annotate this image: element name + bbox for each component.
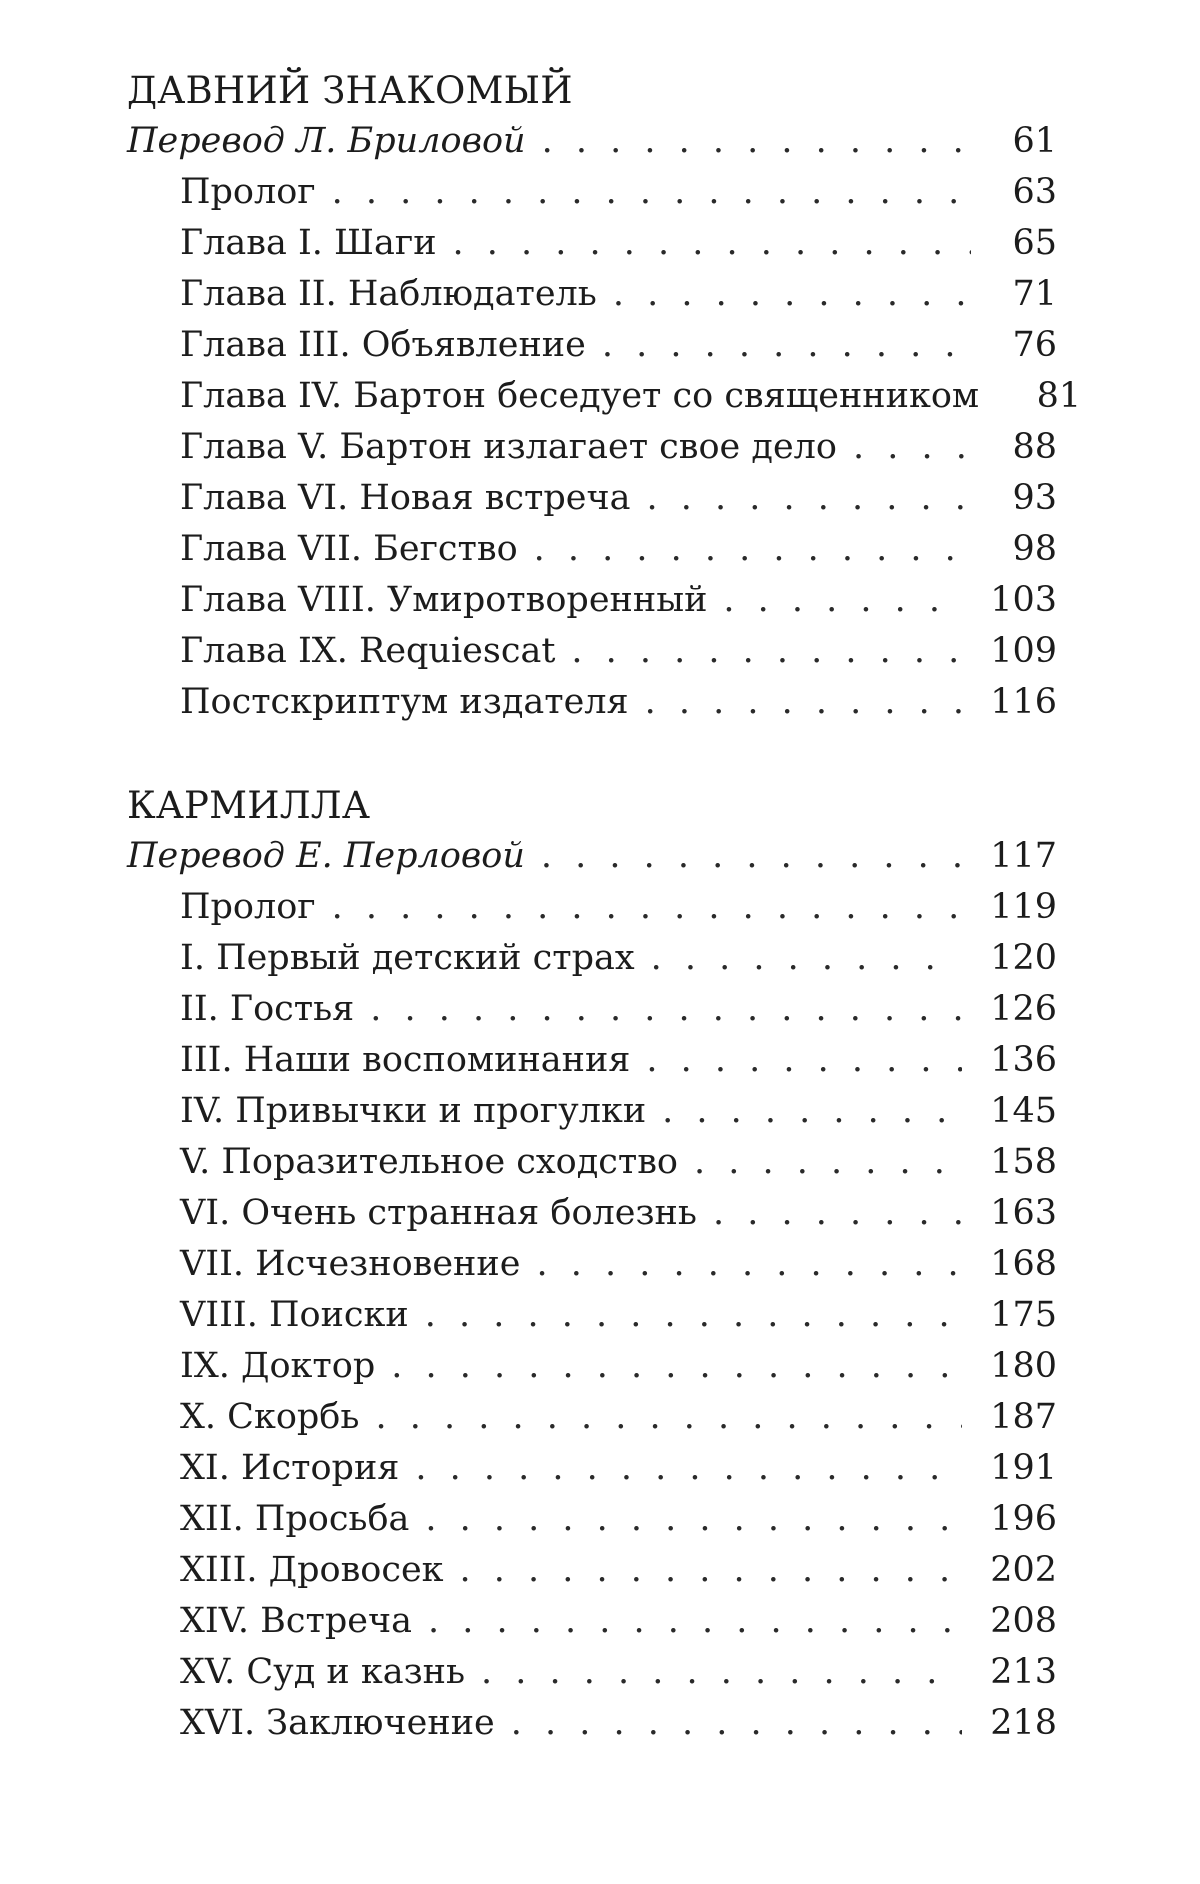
toc-entry bbox=[127, 1035, 1057, 1086]
entry-label: Постскриптум издателя bbox=[180, 682, 629, 722]
page-number: 71 bbox=[1012, 274, 1057, 314]
page-number: 168 bbox=[990, 1244, 1057, 1284]
toc-entry bbox=[127, 1137, 1057, 1188]
page-number: 63 bbox=[1012, 172, 1057, 212]
entry-label: IX. Доктор bbox=[180, 1346, 376, 1386]
entry-label: XVI. Заключение bbox=[180, 1703, 495, 1743]
dot-leader bbox=[853, 422, 971, 473]
entry-label: XII. Просьба bbox=[180, 1499, 410, 1539]
toc-entry bbox=[127, 1698, 1057, 1749]
entry-label: XIII. Дровосек bbox=[180, 1550, 444, 1590]
page-number: 191 bbox=[990, 1448, 1057, 1488]
toc-entry bbox=[127, 575, 1057, 626]
entry-label: XIV. Встреча bbox=[180, 1601, 412, 1641]
toc-entry bbox=[127, 677, 1057, 728]
page-number: 187 bbox=[990, 1397, 1057, 1437]
section-title: КАРМИЛЛА bbox=[127, 784, 371, 827]
translator-line bbox=[127, 831, 1057, 882]
dot-leader bbox=[391, 1341, 962, 1392]
entry-label: V. Поразительное сходство bbox=[180, 1142, 678, 1182]
dot-leader bbox=[694, 1137, 962, 1188]
entry-label: IV. Привычки и прогулки bbox=[180, 1091, 647, 1131]
entry-label: Глава VI. Новая встреча bbox=[180, 478, 631, 518]
translator-label: Перевод Л. Бриловой bbox=[127, 121, 526, 161]
entry-label: XI. История bbox=[180, 1448, 400, 1488]
toc-entry bbox=[127, 1443, 1057, 1494]
entry-label: Пролог bbox=[180, 172, 316, 212]
dot-leader bbox=[541, 831, 962, 882]
table-of-contents bbox=[127, 66, 1082, 1749]
toc-entry bbox=[127, 320, 1057, 371]
toc-entry bbox=[127, 1392, 1057, 1443]
dot-leader bbox=[536, 1239, 962, 1290]
toc-entry bbox=[127, 933, 1057, 984]
dot-leader bbox=[613, 269, 971, 320]
page-number: 126 bbox=[990, 989, 1057, 1029]
translator-label: Перевод Е. Перловой bbox=[127, 836, 525, 876]
dot-leader bbox=[511, 1698, 962, 1749]
entry-label: Глава III. Объявление bbox=[180, 325, 586, 365]
dot-leader bbox=[481, 1647, 962, 1698]
dot-leader bbox=[428, 1596, 962, 1647]
dot-leader bbox=[542, 116, 971, 167]
toc-entry bbox=[127, 524, 1057, 575]
toc-entry bbox=[127, 1494, 1057, 1545]
dot-leader bbox=[460, 1545, 963, 1596]
dot-leader bbox=[375, 1392, 962, 1443]
page-number: 116 bbox=[990, 682, 1057, 722]
dot-leader bbox=[645, 677, 963, 728]
entry-label: Пролог bbox=[180, 887, 316, 927]
toc-entry bbox=[127, 984, 1057, 1035]
page-number: 61 bbox=[1012, 121, 1057, 161]
entry-label: I. Первый детский страх bbox=[180, 938, 635, 978]
toc-entry bbox=[127, 218, 1057, 269]
page-number: 213 bbox=[990, 1652, 1057, 1692]
toc-entry bbox=[127, 1341, 1057, 1392]
toc-entry bbox=[127, 1086, 1057, 1137]
entry-label: Глава I. Шаги bbox=[180, 223, 437, 263]
page-number: 202 bbox=[990, 1550, 1057, 1590]
toc-entry bbox=[127, 1545, 1057, 1596]
toc-entry bbox=[127, 167, 1057, 218]
entry-label: Глава VII. Бегство bbox=[180, 529, 518, 569]
entry-label: Глава IV. Бартон беседует со священником bbox=[180, 376, 980, 416]
page-number: 180 bbox=[990, 1346, 1057, 1386]
dot-leader bbox=[332, 882, 963, 933]
page-number: 163 bbox=[990, 1193, 1057, 1233]
toc-entry bbox=[127, 1596, 1057, 1647]
toc-section bbox=[127, 781, 1057, 1749]
page-number: 117 bbox=[990, 836, 1057, 876]
dot-leader bbox=[662, 1086, 962, 1137]
dot-leader bbox=[713, 1188, 962, 1239]
toc-section bbox=[127, 66, 1082, 728]
page-number: 76 bbox=[1012, 325, 1057, 365]
page-number: 145 bbox=[990, 1091, 1057, 1131]
dot-leader bbox=[534, 524, 971, 575]
section-title: ДАВНИЙ ЗНАКОМЫЙ bbox=[127, 69, 573, 112]
entry-label: II. Гостья bbox=[180, 989, 355, 1029]
dot-leader bbox=[425, 1494, 962, 1545]
toc-entry bbox=[127, 473, 1057, 524]
page-number: 175 bbox=[990, 1295, 1057, 1335]
dot-leader bbox=[602, 320, 971, 371]
entry-label: Глава V. Бартон излагает свое дело bbox=[180, 427, 837, 467]
toc-entry bbox=[127, 1647, 1057, 1698]
page-number: 103 bbox=[990, 580, 1057, 620]
toc-entry bbox=[127, 1188, 1057, 1239]
translator-line bbox=[127, 116, 1057, 167]
dot-leader bbox=[723, 575, 962, 626]
dot-leader bbox=[646, 1035, 962, 1086]
page-number: 65 bbox=[1012, 223, 1057, 263]
dot-leader bbox=[370, 984, 962, 1035]
dot-leader bbox=[453, 218, 971, 269]
toc-entry bbox=[127, 269, 1057, 320]
page-number: 136 bbox=[990, 1040, 1057, 1080]
page-number: 208 bbox=[990, 1601, 1057, 1641]
page-number: 98 bbox=[1012, 529, 1057, 569]
entry-label: Глава VIII. Умиротворенный bbox=[180, 580, 708, 620]
entry-label: X. Скорбь bbox=[180, 1397, 360, 1437]
page-number: 93 bbox=[1012, 478, 1057, 518]
page-number: 158 bbox=[990, 1142, 1057, 1182]
page-number: 196 bbox=[990, 1499, 1057, 1539]
entry-label: VII. Исчезновение bbox=[180, 1244, 521, 1284]
page-number: 88 bbox=[1012, 427, 1057, 467]
entry-label: VI. Очень странная болезнь bbox=[180, 1193, 697, 1233]
page-number: 218 bbox=[990, 1703, 1057, 1743]
entry-label: Глава II. Наблюдатель bbox=[180, 274, 597, 314]
dot-leader bbox=[415, 1443, 962, 1494]
dot-leader bbox=[425, 1290, 962, 1341]
toc-entry bbox=[127, 1290, 1057, 1341]
page-number: 120 bbox=[990, 938, 1057, 978]
entry-label: Глава IX. Requiescat bbox=[180, 631, 556, 671]
dot-leader bbox=[651, 933, 963, 984]
toc-entry bbox=[127, 882, 1057, 933]
dot-leader bbox=[647, 473, 972, 524]
page-number: 119 bbox=[990, 887, 1057, 927]
entry-label: VIII. Поиски bbox=[180, 1295, 409, 1335]
toc-entry bbox=[127, 422, 1057, 473]
toc-entry bbox=[127, 626, 1057, 677]
dot-leader bbox=[571, 626, 962, 677]
page-number: 81 bbox=[1036, 376, 1082, 416]
toc-entry bbox=[127, 371, 1082, 422]
toc-entry bbox=[127, 1239, 1057, 1290]
entry-label: XV. Суд и казнь bbox=[180, 1652, 466, 1692]
page-number: 109 bbox=[990, 631, 1057, 671]
dot-leader bbox=[332, 167, 971, 218]
entry-label: III. Наши воспоминания bbox=[180, 1040, 631, 1080]
